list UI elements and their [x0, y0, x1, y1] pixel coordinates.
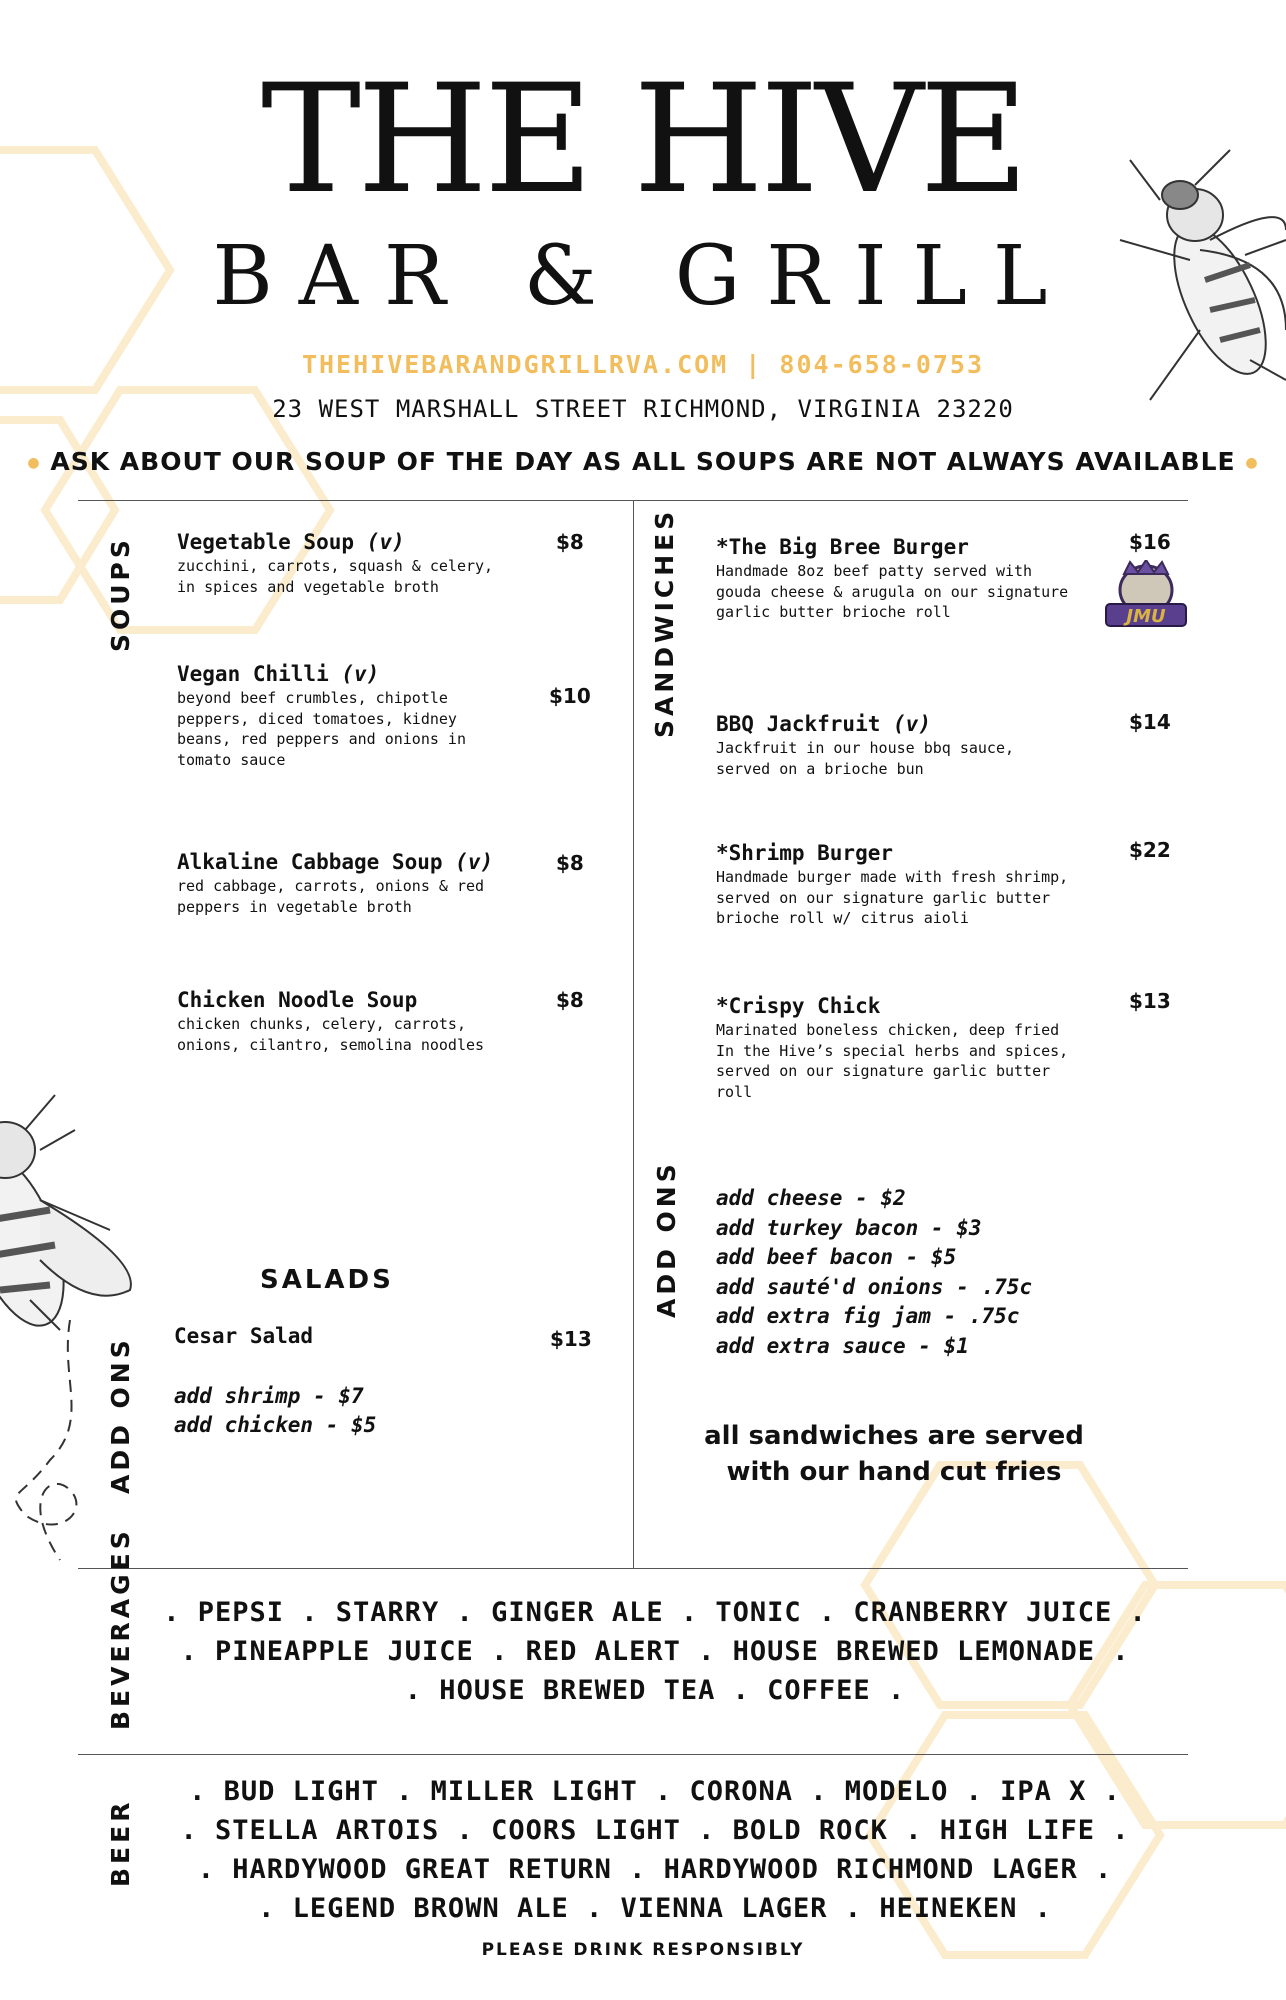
- phone-number[interactable]: 804-658-0753: [779, 350, 985, 379]
- address: 23 WEST MARSHALL STREET RICHMOND, VIRGINIA 23220: [272, 395, 1014, 423]
- divider-beverages: [78, 1568, 1188, 1569]
- sandwich-addon: add extra fig jam - .75c: [716, 1304, 1020, 1328]
- beer-line: . HARDYWOOD GREAT RETURN . HARDYWOOD RICHMOND LAGER .: [197, 1854, 1113, 1885]
- sandwiches-label: SANDWICHES: [650, 507, 679, 738]
- beverages-label: BEVERAGES: [106, 1527, 135, 1730]
- sandwich-price: $22: [1129, 838, 1171, 862]
- beverage-line: . PEPSI . STARRY . GINGER ALE . TONIC . CRANBERRY JUICE .: [163, 1597, 1147, 1628]
- soup-description: zucchini, carrots, squash & celery, in spices and vegetable broth: [177, 557, 494, 596]
- soup-description: beyond beef crumbles, chipotle peppers, diced tomatoes, kidney beans, red peppers and onions in tomato sauce: [177, 689, 466, 769]
- salad-addons-label: ADD ONS: [106, 1336, 135, 1494]
- beer-line: . LEGEND BROWN ALE . VIENNA LAGER . HEINEKEN .: [258, 1893, 1052, 1924]
- salad-name: Cesar Salad: [174, 1324, 314, 1348]
- bullet-icon: ●: [27, 455, 41, 471]
- soup-notice-text: ASK ABOUT OUR SOUP OF THE DAY AS ALL SOUPS ARE NOT ALWAYS AVAILABLE: [50, 447, 1236, 476]
- sandwich-description: Handmade 8oz beef patty served with gouda cheese & arugula on our signature garlic butter brioche roll: [716, 562, 1069, 621]
- beer-line: . BUD LIGHT . MILLER LIGHT . CORONA . MODELO . IPA X .: [189, 1776, 1121, 1807]
- soup-name: Vegetable Soup (v): [177, 530, 405, 554]
- sandwich-description: Marinated boneless chicken, deep fried In the Hive’s special herbs and spices, served on our signature garlic butter roll: [716, 1021, 1069, 1101]
- sandwich-name: *Crispy Chick: [716, 994, 881, 1018]
- fries-note-line: with our hand cut fries: [726, 1457, 1062, 1487]
- sandwich-addon: add beef bacon - $5: [716, 1245, 957, 1269]
- sandwich-price: $14: [1129, 710, 1171, 734]
- divider-center: [633, 500, 634, 1568]
- jmu-badge-icon: [1100, 560, 1192, 630]
- fries-note-line: all sandwiches are served: [704, 1421, 1084, 1451]
- badge-text: JMU: [1126, 606, 1166, 627]
- sandwich-price: $16: [1129, 530, 1171, 554]
- soup-price: $8: [556, 851, 584, 875]
- fries-note: [684, 1418, 1104, 1490]
- contact-separator: |: [745, 350, 763, 379]
- sandwich-addons-label: ADD ONS: [652, 1160, 681, 1318]
- soup-name: Chicken Noodle Soup: [177, 988, 418, 1012]
- soup-name: Alkaline Cabbage Soup (v): [177, 850, 494, 874]
- website-link[interactable]: THEHIVEBARANDGRILLRVA.COM: [301, 350, 729, 379]
- sandwich-price: $13: [1129, 989, 1171, 1013]
- soup-description: chicken chunks, celery, carrots, onions, cilantro, semolina noodles: [177, 1015, 485, 1054]
- salad-addon: add chicken - $5: [174, 1413, 377, 1437]
- beer-label: BEER: [106, 1798, 135, 1887]
- restaurant-subtitle: BAR & GRILL: [212, 229, 1074, 324]
- bee-trail: [16, 1320, 77, 1560]
- drink-responsibly-footer: PLEASE DRINK RESPONSIBLY: [481, 1940, 805, 1960]
- restaurant-title: THE HIVE: [261, 53, 1025, 227]
- sandwich-name: BBQ Jackfruit (v): [716, 712, 931, 736]
- beverage-line: . PINEAPPLE JUICE . RED ALERT . HOUSE BREWED LEMONADE .: [180, 1636, 1130, 1667]
- beer-line: . STELLA ARTOIS . COORS LIGHT . BOLD ROCK . HIGH LIFE .: [180, 1815, 1130, 1846]
- sandwich-description: Jackfruit in our house bbq sauce, served on a brioche bun: [716, 739, 1015, 778]
- soup-notice: [0, 447, 1286, 476]
- sandwich-addon: add extra sauce - $1: [716, 1333, 969, 1358]
- salad-addon: add shrimp - $7: [174, 1384, 364, 1408]
- salad-price: $13: [550, 1327, 592, 1351]
- beverage-line: . HOUSE BREWED TEA . COFFEE .: [404, 1675, 906, 1706]
- contact-line: [0, 350, 1286, 379]
- soup-name: Vegan Chilli (v): [177, 662, 380, 686]
- bullet-icon: ●: [1245, 455, 1259, 471]
- sandwich-name: *Shrimp Burger: [716, 841, 894, 865]
- sandwich-name: *The Big Bree Burger: [716, 535, 969, 559]
- salads-title: SALADS: [260, 1265, 394, 1295]
- bee-illustration-icon: [0, 1095, 131, 1338]
- divider-beer: [78, 1754, 1188, 1755]
- sandwich-addon: add cheese - $2: [716, 1186, 906, 1210]
- soup-price: $8: [556, 530, 584, 554]
- sandwich-addon: add turkey bacon - $3: [716, 1215, 982, 1240]
- soup-price: $10: [549, 684, 591, 708]
- soup-price: $8: [556, 988, 584, 1012]
- sandwich-addon: add sauté'd onions - .75c: [716, 1274, 1033, 1299]
- sandwich-description: Handmade burger made with fresh shrimp, served on our signature garlic butter brioche roll w/ citrus aioli: [716, 868, 1069, 927]
- soups-label: SOUPS: [106, 536, 135, 652]
- soup-description: red cabbage, carrots, onions & red peppers in vegetable broth: [177, 877, 485, 916]
